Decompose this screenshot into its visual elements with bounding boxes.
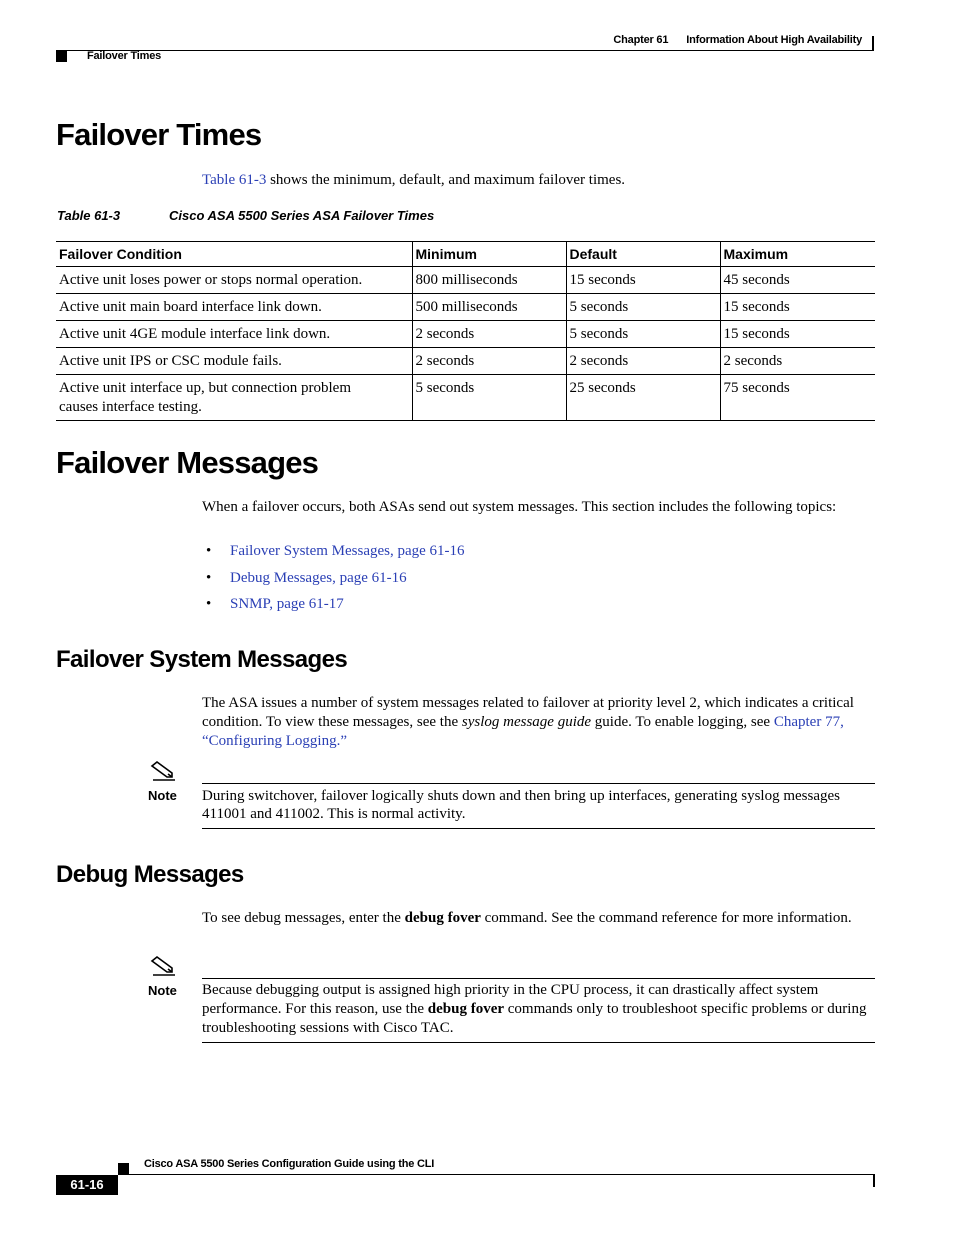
table-cell: 15 seconds xyxy=(566,267,720,294)
note-text: During switchover, failover logically shuts down and then bring up interfaces, generating syslog messages 411001 and 411002. This is normal activity. xyxy=(202,788,840,822)
bullet-marker: • xyxy=(206,569,212,586)
column-header: Default xyxy=(566,242,720,267)
footer-square-marker xyxy=(118,1163,129,1174)
table-header-row xyxy=(56,242,875,267)
note-text-part: commands only to troubleshoot specific problems or during troubleshooting sessions with Cisco TAC. xyxy=(202,1001,867,1036)
heading-failover-messages: Failover Messages xyxy=(56,445,319,480)
note-pencil-icon xyxy=(150,955,178,977)
table-row xyxy=(56,294,875,321)
table-cell: 2 seconds xyxy=(720,348,875,375)
running-header-section: Failover Times xyxy=(87,50,162,62)
bullet-marker: • xyxy=(206,543,212,559)
table-title: Cisco ASA 5500 Series ASA Failover Times xyxy=(169,208,435,223)
column-header: Minimum xyxy=(412,242,566,267)
header-rule xyxy=(56,50,874,51)
table-row xyxy=(56,267,875,294)
table-cell: 25 seconds xyxy=(566,375,720,421)
table-cell: Active unit main board interface link down. xyxy=(56,294,412,321)
header-square-marker xyxy=(56,51,67,62)
failover-times-intro xyxy=(202,171,876,190)
table-row xyxy=(56,375,875,421)
bullet-marker: • xyxy=(206,596,212,612)
paragraph-text: command. See the command reference for more information. xyxy=(480,910,852,926)
heading-debug-messages: Debug Messages xyxy=(56,861,244,888)
heading-failover-system-messages: Failover System Messages xyxy=(56,646,348,673)
header-rule-vertical xyxy=(872,36,874,50)
command-debug-fover: debug fover xyxy=(427,1001,505,1017)
table-cell: 75 seconds xyxy=(720,375,875,421)
topics-list xyxy=(206,543,465,623)
chapter-title: Information About High Availability xyxy=(686,34,862,46)
table-cell: 5 seconds xyxy=(566,321,720,348)
paragraph-text: To see debug messages, enter the xyxy=(202,910,405,926)
command-debug-fover: debug fover xyxy=(404,910,481,926)
table-cell: 800 milliseconds xyxy=(412,267,566,294)
footer-rule xyxy=(118,1174,875,1175)
chapter-number: Chapter 61 xyxy=(613,34,669,46)
failover-messages-intro: When a failover occurs, both ASAs send out system messages. This section includes the following topics: xyxy=(202,499,837,515)
heading-failover-times: Failover Times xyxy=(56,117,262,152)
note-text-part: Because debugging output is assigned high priority in the CPU process, it can drastically affect system performance. For this reason, use the xyxy=(202,982,819,1017)
list-item xyxy=(206,543,465,570)
topic-link-snmp[interactable]: SNMP, page 61-17 xyxy=(230,596,344,612)
table-cell: 15 seconds xyxy=(720,321,875,348)
table-cell: 2 seconds xyxy=(566,348,720,375)
note-text xyxy=(202,981,876,1038)
page-number: 61-16 xyxy=(56,1175,118,1195)
paragraph-text: guide. To enable logging, see xyxy=(591,714,774,730)
configuring-logging-link[interactable]: Chapter 77, “Configuring Logging.” xyxy=(202,714,844,749)
note-label: Note xyxy=(148,983,177,998)
column-header: Maximum xyxy=(720,242,875,267)
table-cell: 2 seconds xyxy=(412,348,566,375)
table-number: Table 61-3 xyxy=(57,208,121,223)
note-bottom-rule xyxy=(202,1042,875,1043)
system-messages-paragraph xyxy=(202,694,876,751)
footer-guide-title: Cisco ASA 5500 Series Configuration Guide using the CLI xyxy=(144,1158,435,1170)
syslog-guide-title: syslog message guide xyxy=(461,714,592,730)
footer-rule-vertical xyxy=(873,1175,875,1187)
table-cell: Active unit IPS or CSC module fails. xyxy=(56,348,412,375)
note-bottom-rule xyxy=(202,828,875,829)
table-cell: Active unit interface up, but connection problem causes interface testing. xyxy=(56,375,412,421)
list-item xyxy=(206,570,465,597)
topic-link-system-messages[interactable]: Failover System Messages, page 61-16 xyxy=(230,543,465,559)
table-cell: 500 milliseconds xyxy=(412,294,566,321)
failover-times-table xyxy=(56,241,875,421)
table-cell: 5 seconds xyxy=(566,294,720,321)
table-cell: Active unit 4GE module interface link down. xyxy=(56,321,412,348)
table-cell: 15 seconds xyxy=(720,294,875,321)
table-cell: 45 seconds xyxy=(720,267,875,294)
column-header: Failover Condition xyxy=(56,242,412,267)
note-label: Note xyxy=(148,788,177,803)
topic-link-debug-messages[interactable]: Debug Messages, page 61-16 xyxy=(230,569,407,586)
table-row xyxy=(56,348,875,375)
note-top-rule xyxy=(202,978,875,979)
intro-text: shows the minimum, default, and maximum failover times. xyxy=(266,172,626,188)
debug-messages-paragraph xyxy=(202,909,876,928)
table-cell: Active unit loses power or stops normal operation. xyxy=(56,267,412,294)
table-caption xyxy=(57,208,435,223)
list-item xyxy=(206,596,465,623)
note-pencil-icon xyxy=(150,760,178,782)
running-header-chapter xyxy=(595,34,862,46)
table-cell: 5 seconds xyxy=(412,375,566,421)
paragraph-text: The ASA issues a number of system messages related to failover at priority level 2, which indicates a critical condition. To view these messages, see the xyxy=(202,695,854,730)
table-cell: 2 seconds xyxy=(412,321,566,348)
table-reference-link[interactable]: Table 61-3 xyxy=(202,172,267,188)
table-row xyxy=(56,321,875,348)
note-top-rule xyxy=(202,783,875,784)
